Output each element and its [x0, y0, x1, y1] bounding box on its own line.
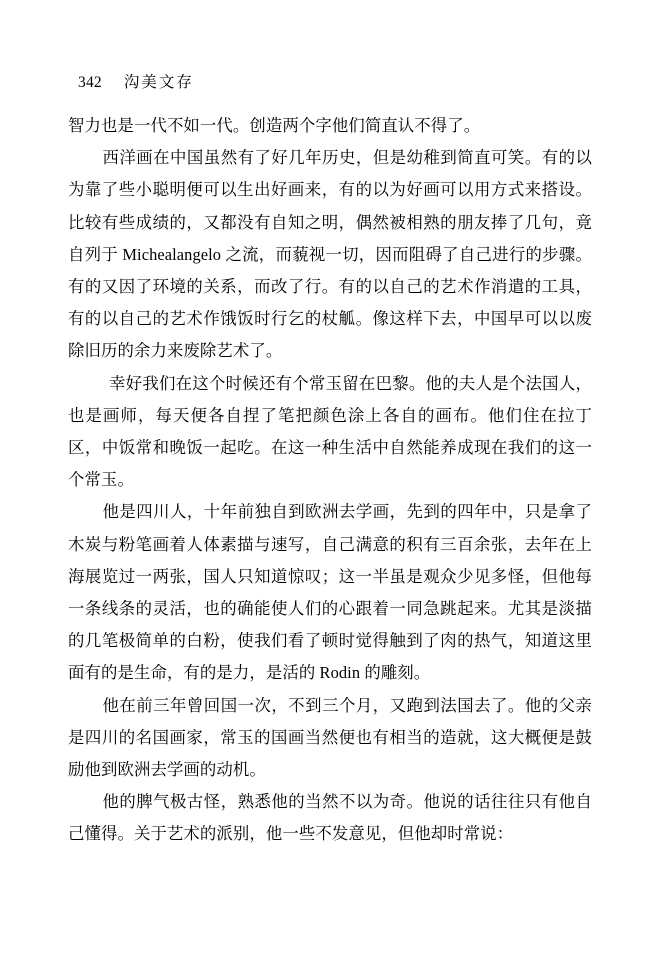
body-text [68, 110, 592, 851]
paragraph: 他的脾气极古怪，熟悉他的当然不以为奇。他说的话往往只有他自己懂得。关于艺术的派别，他一些不发意见，但他却时常说： [68, 792, 592, 844]
running-title: 沟美文存 [123, 74, 194, 91]
paragraph: 智力也是一代不如一代。创造两个字他们简直认不得了。 [68, 116, 481, 135]
paragraph: 幸好我们在这个时候还有个常玉留在巴黎。他的夫人是个法国人，也是画师，每天便各自捏了笔把颜色涂上各自的画布。他们住在拉丁区，中饭常和晚饭一起吃。在这一种生活中自然能养成现在我们的这一个常玉。 [68, 373, 592, 490]
paragraph: 他在前三年曾回国一次，不到三个月，又跑到法国去了。他的父亲是四川的名国画家，常玉的国画当然便也有相当的造就，这大概便是鼓励他到欧洲去学画的动机。 [68, 695, 592, 780]
page-number: 342 [78, 74, 102, 91]
paragraph: 西洋画在中国虽然有了好几年历史，但是幼稚到简直可笑。有的以为靠了些小聪明便可以生出好画来，有的以为好画可以用方式来搭设。比较有些成绩的，又都没有自知之明，偶然被相熟的朋友捧了几句，竟自列于 Michealangelo 之流，而藐视一切，因而阻碍了自己进行的步骤。有的又因了环境的关系，而改了行。有的以自己的艺术作消遣的工具，有的以自己的艺术作饿饭时行乞的杖觚。像这样下去，中国早可以以废除旧历的余力来废除艺术了。 [68, 148, 592, 361]
page-header [78, 70, 582, 92]
paragraph: 他是四川人，十年前独自到欧洲去学画，先到的四年中，只是拿了木炭与粉笔画着人体素描与速写，自己满意的积有三百余张，去年在上海展览过一两张，国人只知道惊叹；这一半虽是观众少见多怪，但他每一条线条的灵活，也的确能使人们的心跟着一同急跳起来。尤其是淡描的几笔极简单的白粉，使我们看了顿时觉得触到了肉的热气，知道这里面有的是生命，有的是力，是活的 Rodin 的雕刻。 [68, 502, 592, 683]
